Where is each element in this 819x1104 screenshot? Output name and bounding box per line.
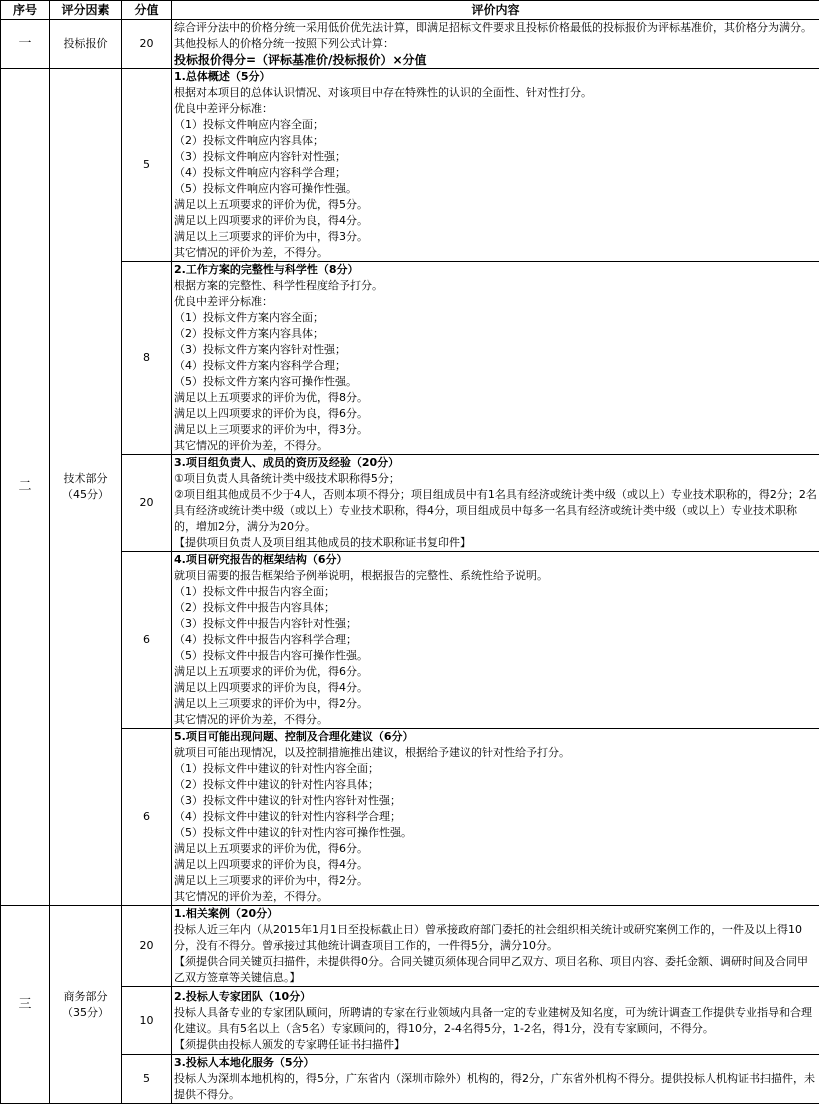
content-line: （3）投标文件中报告内容针对性强； (174, 616, 817, 632)
content-line: 满足以上四项要求的评价为良，得4分。 (174, 680, 817, 696)
factor-label: 技术部分 (52, 471, 119, 487)
content-line: 满足以上五项要求的评价为优，得6分。 (174, 664, 817, 680)
content-line: 满足以上四项要求的评价为良，得6分。 (174, 406, 817, 422)
content-line: 满足以上四项要求的评价为良，得4分。 (174, 213, 817, 229)
content-line: 投标人近三年内（从2015年1月1日至投标截止日）曾承接政府部门委托的社会组织相关统计或研究案例工作的，一件及以上得10分，没有不得分。曾承接过其他统计调查项目工作的，一件得5分，满分10分。 (174, 922, 817, 954)
content-line: 满足以上五项要求的评价为优，得8分。 (174, 390, 817, 406)
section-index: 三 (1, 906, 50, 1104)
content-line: 就项目需要的报告框架给予例举说明，根据报告的完整性、系统性给予说明。 (174, 568, 817, 584)
content-line: ①项目负责人具备统计类中级技术职称得5分； (174, 471, 817, 487)
content-line: 满足以上三项要求的评价为中，得2分。 (174, 696, 817, 712)
item-score: 6 (122, 552, 172, 729)
content-line: （5）投标文件响应内容可操作性强。 (174, 181, 817, 197)
table-row (1, 552, 819, 729)
content-line: （5）投标文件方案内容可操作性强。 (174, 374, 817, 390)
item-content (172, 69, 819, 262)
section-index: 二 (1, 69, 50, 906)
header-factor: 评分因素 (50, 1, 122, 20)
item-title: 3.项目组负责人、成员的资历及经验（20分） (174, 455, 817, 471)
item-content (172, 262, 819, 455)
content-line: 投标人具备专业的专家团队顾问，所聘请的专家在行业领域内具备一定的专业建树及知名度，可为统计调查工作提供专业指导和合理化建议。具有5名以上（含5名）专家顾问的，得10分，2-4名得5分，1-2名，得1分，没有专家顾问，不得分。 (174, 1005, 817, 1037)
item-score: 20 (122, 455, 172, 552)
content-line: ②项目组其他成员不少于4人，否则本项不得分；项目组成员中有1名具有经济或统计类中级（或以上）专业技术职称的，得2分；2名具有经济或统计类中级（或以上）专业技术职称，得4分，项目组成员中每多一名具有经济或统计类中级（或以上）专业技术职称的，增加2分，满分为20分。 (174, 487, 817, 535)
content-line: 根据对本项目的总体认识情况、对该项目中存在特殊性的认识的全面性、针对性打分。 (174, 85, 817, 101)
table-row (1, 729, 819, 906)
content-line: 满足以上五项要求的评价为优，得5分。 (174, 197, 817, 213)
content-line: （4）投标文件中建议的针对性内容科学合理； (174, 809, 817, 825)
content-line: （5）投标文件中建议的针对性内容可操作性强。 (174, 825, 817, 841)
content-line: 满足以上四项要求的评价为良，得4分。 (174, 857, 817, 873)
content-line: （1）投标文件响应内容全面； (174, 117, 817, 133)
header-row (1, 1, 819, 20)
section-index: 一 (1, 20, 50, 69)
item-title: 2.投标人专家团队（10分） (174, 989, 817, 1005)
content-line: 综合评分法中的价格分统一采用低价优先法计算，即满足招标文件要求且投标价格最低的投标报价为评标基准价，其价格分为满分。其他投标人的价格分统一按照下列公式计算： (174, 20, 817, 52)
content-line: （4）投标文件方案内容科学合理； (174, 358, 817, 374)
content-line: 【提供项目负责人及项目组其他成员的技术职称证书复印件】 (174, 535, 817, 551)
item-content (172, 1055, 819, 1104)
content-line: 就项目可能出现情况，以及控制措施推出建议，根据给予建议的针对性给予打分。 (174, 745, 817, 761)
factor-subtotal: （35分） (52, 1005, 119, 1021)
item-title: 1.总体概述（5分） (174, 69, 817, 85)
item-score: 5 (122, 1055, 172, 1104)
header-content: 评价内容 (172, 1, 819, 20)
content-line: （3）投标文件中建议的针对性内容针对性强； (174, 793, 817, 809)
content-line: （4）投标文件响应内容科学合理； (174, 165, 817, 181)
factor-label: 投标报价 (64, 37, 108, 50)
item-title: 1.相关案例（20分） (174, 906, 817, 922)
header-score: 分值 (122, 1, 172, 20)
table-row (1, 20, 819, 69)
item-score: 5 (122, 69, 172, 262)
price-formula: 投标报价得分=（评标基准价/投标报价）×分值 (174, 52, 817, 68)
content-line: （3）投标文件方案内容针对性强； (174, 342, 817, 358)
table-row (1, 987, 819, 1055)
table-row (1, 262, 819, 455)
content-line: 其它情况的评价为差，不得分。 (174, 712, 817, 728)
table-row (1, 69, 819, 262)
content-line: 根据方案的完整性、科学性程度给予打分。 (174, 278, 817, 294)
content-line: （1）投标文件方案内容全面； (174, 310, 817, 326)
table-row (1, 1055, 819, 1104)
content-line: （1）投标文件中报告内容全面； (174, 584, 817, 600)
table-row (1, 906, 819, 987)
section-factor (50, 906, 122, 1104)
item-content (172, 552, 819, 729)
section-factor (50, 69, 122, 906)
item-title: 2.工作方案的完整性与科学性（8分） (174, 262, 817, 278)
header-index: 序号 (1, 1, 50, 20)
content-line: （2）投标文件中建议的针对性内容具体； (174, 777, 817, 793)
factor-subtotal: （45分） (52, 487, 119, 503)
item-content (172, 987, 819, 1055)
content-line: 满足以上三项要求的评价为中，得3分。 (174, 422, 817, 438)
table-row (1, 455, 819, 552)
content-line: 【须提供合同关键页扫描件，未提供得0分。合同关键页须体现合同甲乙双方、项目名称、项目内容、委托金额、调研时间及合同甲乙双方签章等关键信息。】 (174, 954, 817, 986)
content-line: 满足以上五项要求的评价为优，得6分。 (174, 841, 817, 857)
content-line: 满足以上三项要求的评价为中，得2分。 (174, 873, 817, 889)
content-line: （1）投标文件中建议的针对性内容全面； (174, 761, 817, 777)
item-score: 6 (122, 729, 172, 906)
item-content (172, 20, 819, 69)
item-score: 20 (122, 20, 172, 69)
content-line: 优良中差评分标准： (174, 101, 817, 117)
item-title: 3.投标人本地化服务（5分） (174, 1055, 817, 1071)
content-line: （2）投标文件方案内容具体； (174, 326, 817, 342)
content-line: （2）投标文件响应内容具体； (174, 133, 817, 149)
item-score: 8 (122, 262, 172, 455)
content-line: 其它情况的评价为差，不得分。 (174, 889, 817, 905)
content-line: （2）投标文件中报告内容具体； (174, 600, 817, 616)
factor-label: 商务部分 (52, 989, 119, 1005)
item-content (172, 729, 819, 906)
content-line: 【须提供由投标人颁发的专家聘任证书扫描件】 (174, 1037, 817, 1053)
content-line: 投标人为深圳本地机构的，得5分，广东省内（深圳市除外）机构的，得2分，广东省外机构不得分。提供投标人机构证书扫描件，未提供不得分。 (174, 1071, 817, 1103)
section-factor (50, 20, 122, 69)
content-line: （4）投标文件中报告内容科学合理； (174, 632, 817, 648)
content-line: 满足以上三项要求的评价为中，得3分。 (174, 229, 817, 245)
item-content (172, 906, 819, 987)
item-title: 5.项目可能出现问题、控制及合理化建议（6分） (174, 729, 817, 745)
content-line: 其它情况的评价为差，不得分。 (174, 438, 817, 454)
item-score: 20 (122, 906, 172, 987)
content-line: （3）投标文件响应内容针对性强； (174, 149, 817, 165)
item-title: 4.项目研究报告的框架结构（6分） (174, 552, 817, 568)
item-content (172, 455, 819, 552)
content-line: 其它情况的评价为差，不得分。 (174, 245, 817, 261)
content-line: （5）投标文件中报告内容可操作性强。 (174, 648, 817, 664)
item-score: 10 (122, 987, 172, 1055)
content-line: 优良中差评分标准： (174, 294, 817, 310)
